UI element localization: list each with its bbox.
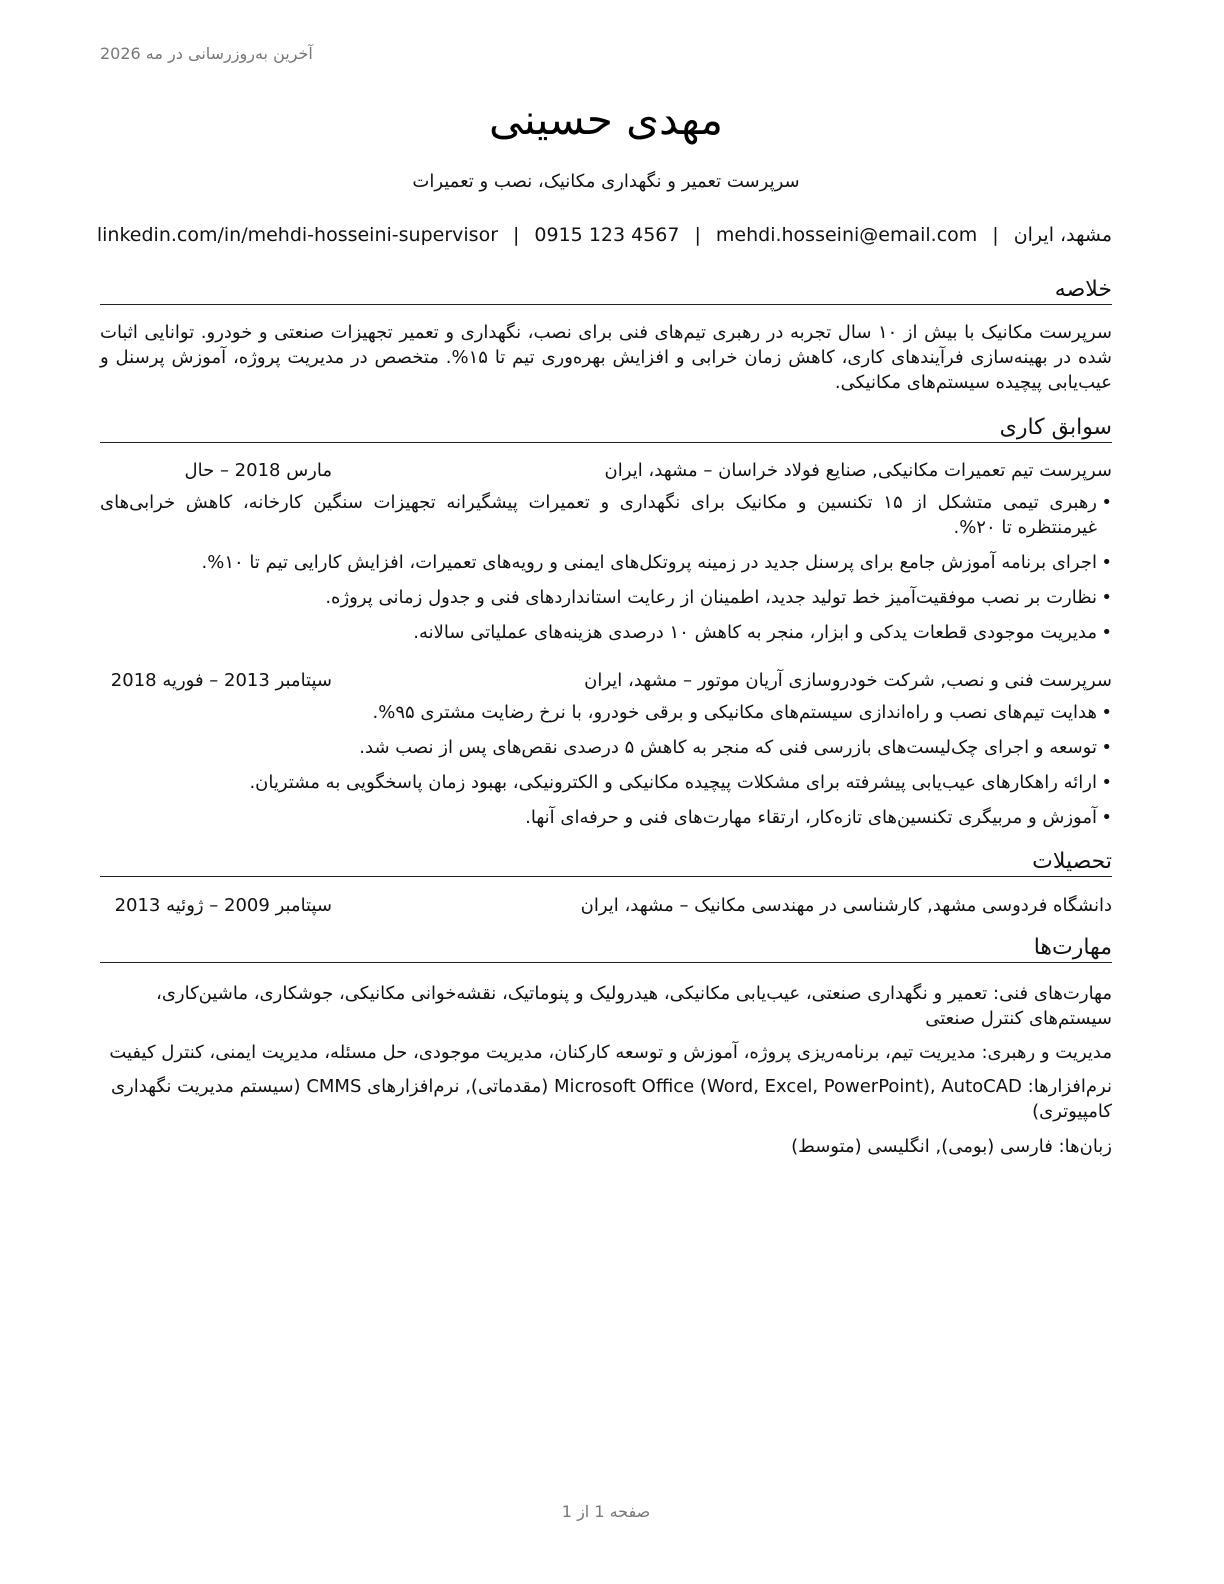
contact-line bbox=[96, 222, 1112, 248]
job-bullet: • هدایت تیم‌های نصب و راه‌اندازی سیستم‌های مکانیکی و برقی خودرو، با نرخ رضایت مشتری ۹۵%. bbox=[100, 700, 1112, 725]
job-bullet: • مدیریت موجودی قطعات یدکی و ابزار، منجر به کاهش ۱۰ درصدی هزینه‌های عملیاتی سالانه. bbox=[100, 620, 1112, 645]
education-degree: دانشگاه فردوسی مشهد, کارشناسی در مهندسی مکانیک – مشهد، ایران bbox=[580, 895, 1112, 916]
education-row bbox=[100, 893, 1112, 919]
candidate-name: مهدی حسینی bbox=[489, 95, 723, 144]
skills-management: مدیریت و رهبری: مدیریت تیم، برنامه‌ریزی پروژه، آموزش و توسعه کارکنان، مدیریت موجودی، حل مسئله، مدیریت ایمنی، کنترل کیفیت bbox=[109, 1042, 1112, 1063]
job-header bbox=[100, 668, 1112, 694]
section-title-experience: سوابق کاری bbox=[100, 414, 1112, 443]
contact-phone[interactable]: 0915 123 4567 bbox=[534, 224, 680, 246]
job-bullet: • آموزش و مربیگری تکنسین‌های تازه‌کار، ارتقاء مهارت‌های فنی و حرفه‌ای آنها. bbox=[100, 805, 1112, 830]
contact-separator: | bbox=[513, 224, 520, 246]
job-bullet: • رهبری تیمی متشکل از ۱۵ تکنسین و مکانیک برای نگهداری و تعمیرات پیشگیرانه تجهیزات سنگین کارخانه، کاهش خرابی‌های غیرمنتظره تا ۲۰%. bbox=[100, 490, 1112, 540]
job-bullet: • توسعه و اجرای چک‌لیست‌های بازرسی فنی که منجر به کاهش ۵ درصدی نقص‌های پس از نصب شد. bbox=[100, 735, 1112, 760]
contact-location: مشهد، ایران bbox=[1013, 224, 1112, 246]
job-dates: سپتامبر 2013 – فوریه 2018 bbox=[110, 670, 332, 691]
contact-separator: | bbox=[992, 224, 999, 246]
resume-page bbox=[96, 0, 1113, 1584]
contact-linkedin[interactable]: linkedin.com/in/mehdi-hosseini-supervisor bbox=[96, 224, 499, 246]
job-bullets bbox=[100, 700, 1112, 840]
job-dates: مارس 2018 – حال bbox=[184, 460, 332, 481]
skills-software: نرم‌افزارها: Microsoft Office (Word, Excel, PowerPoint), AutoCAD (مقدماتی), نرم‌افزارهای CMMS (سیستم مدیریت نگهداری کامپیوتری) bbox=[110, 1076, 1112, 1122]
candidate-headline: سرپرست تعمیر و نگهداری مکانیک، نصب و تعمیرات bbox=[412, 171, 800, 192]
section-title-summary: خلاصه bbox=[100, 276, 1112, 305]
job-bullet: • اجرای برنامه آموزش جامع برای پرسنل جدید در زمینه پروتکل‌های ایمنی و رویه‌های تعمیرات، افزایش کارایی تیم تا ۱۰%. bbox=[100, 550, 1112, 575]
contact-email[interactable]: mehdi.hosseini@email.com bbox=[715, 224, 978, 246]
skills-languages: زبان‌ها: فارسی (بومی), انگلیسی (متوسط) bbox=[791, 1136, 1112, 1157]
job-bullet: • ارائه راهکارهای عیب‌یابی پیشرفته برای مشکلات پیچیده مکانیکی و الکترونیکی، بهبود زمان پاسخگویی به مشتریان. bbox=[100, 770, 1112, 795]
section-title-skills: مهارت‌ها bbox=[100, 934, 1112, 963]
page-footer: صفحه 1 از 1 bbox=[561, 1502, 651, 1521]
education-dates: سپتامبر 2009 – ژوئیه 2013 bbox=[114, 895, 332, 916]
summary-text: سرپرست مکانیک با بیش از ۱۰ سال تجربه در رهبری تیم‌های فنی برای نصب، نگهداری و تعمیر تجهیزات صنعتی و خودرو. توانایی اثبات شده در بهینه‌سازی فرآیندهای کاری، کاهش زمان خرابی و افزایش بهره‌وری تیم تا ۱۵%. متخصص در مدیریت پروژه، آموزش پرسنل و عیب‌یابی پیچیده سیستم‌های مکانیکی. bbox=[100, 322, 1113, 393]
job-role: سرپرست فنی و نصب, شرکت خودروسازی آریان موتور – مشهد، ایران bbox=[584, 670, 1112, 691]
section-title-education: تحصیلات bbox=[100, 848, 1112, 877]
job-header bbox=[100, 458, 1112, 484]
contact-separator: | bbox=[694, 224, 701, 246]
job-bullet: • نظارت بر نصب موفقیت‌آمیز خط تولید جدید، اطمینان از رعایت استانداردهای فنی و جدول زمانی پروژه. bbox=[100, 585, 1112, 610]
last-updated-note: آخرین به‌روزرسانی در مه 2026 bbox=[100, 44, 313, 63]
job-bullets bbox=[100, 490, 1112, 655]
skills-technical: مهارت‌های فنی: تعمیر و نگهداری صنعتی، عیب‌یابی مکانیکی، هیدرولیک و پنوماتیک، نقشه‌خوانی مکانیکی، جوشکاری، ماشین‌کاری، سیستم‌های کنترل صنعتی bbox=[156, 983, 1112, 1029]
job-role: سرپرست تیم تعمیرات مکانیکی, صنایع فولاد خراسان – مشهد، ایران bbox=[604, 460, 1112, 481]
